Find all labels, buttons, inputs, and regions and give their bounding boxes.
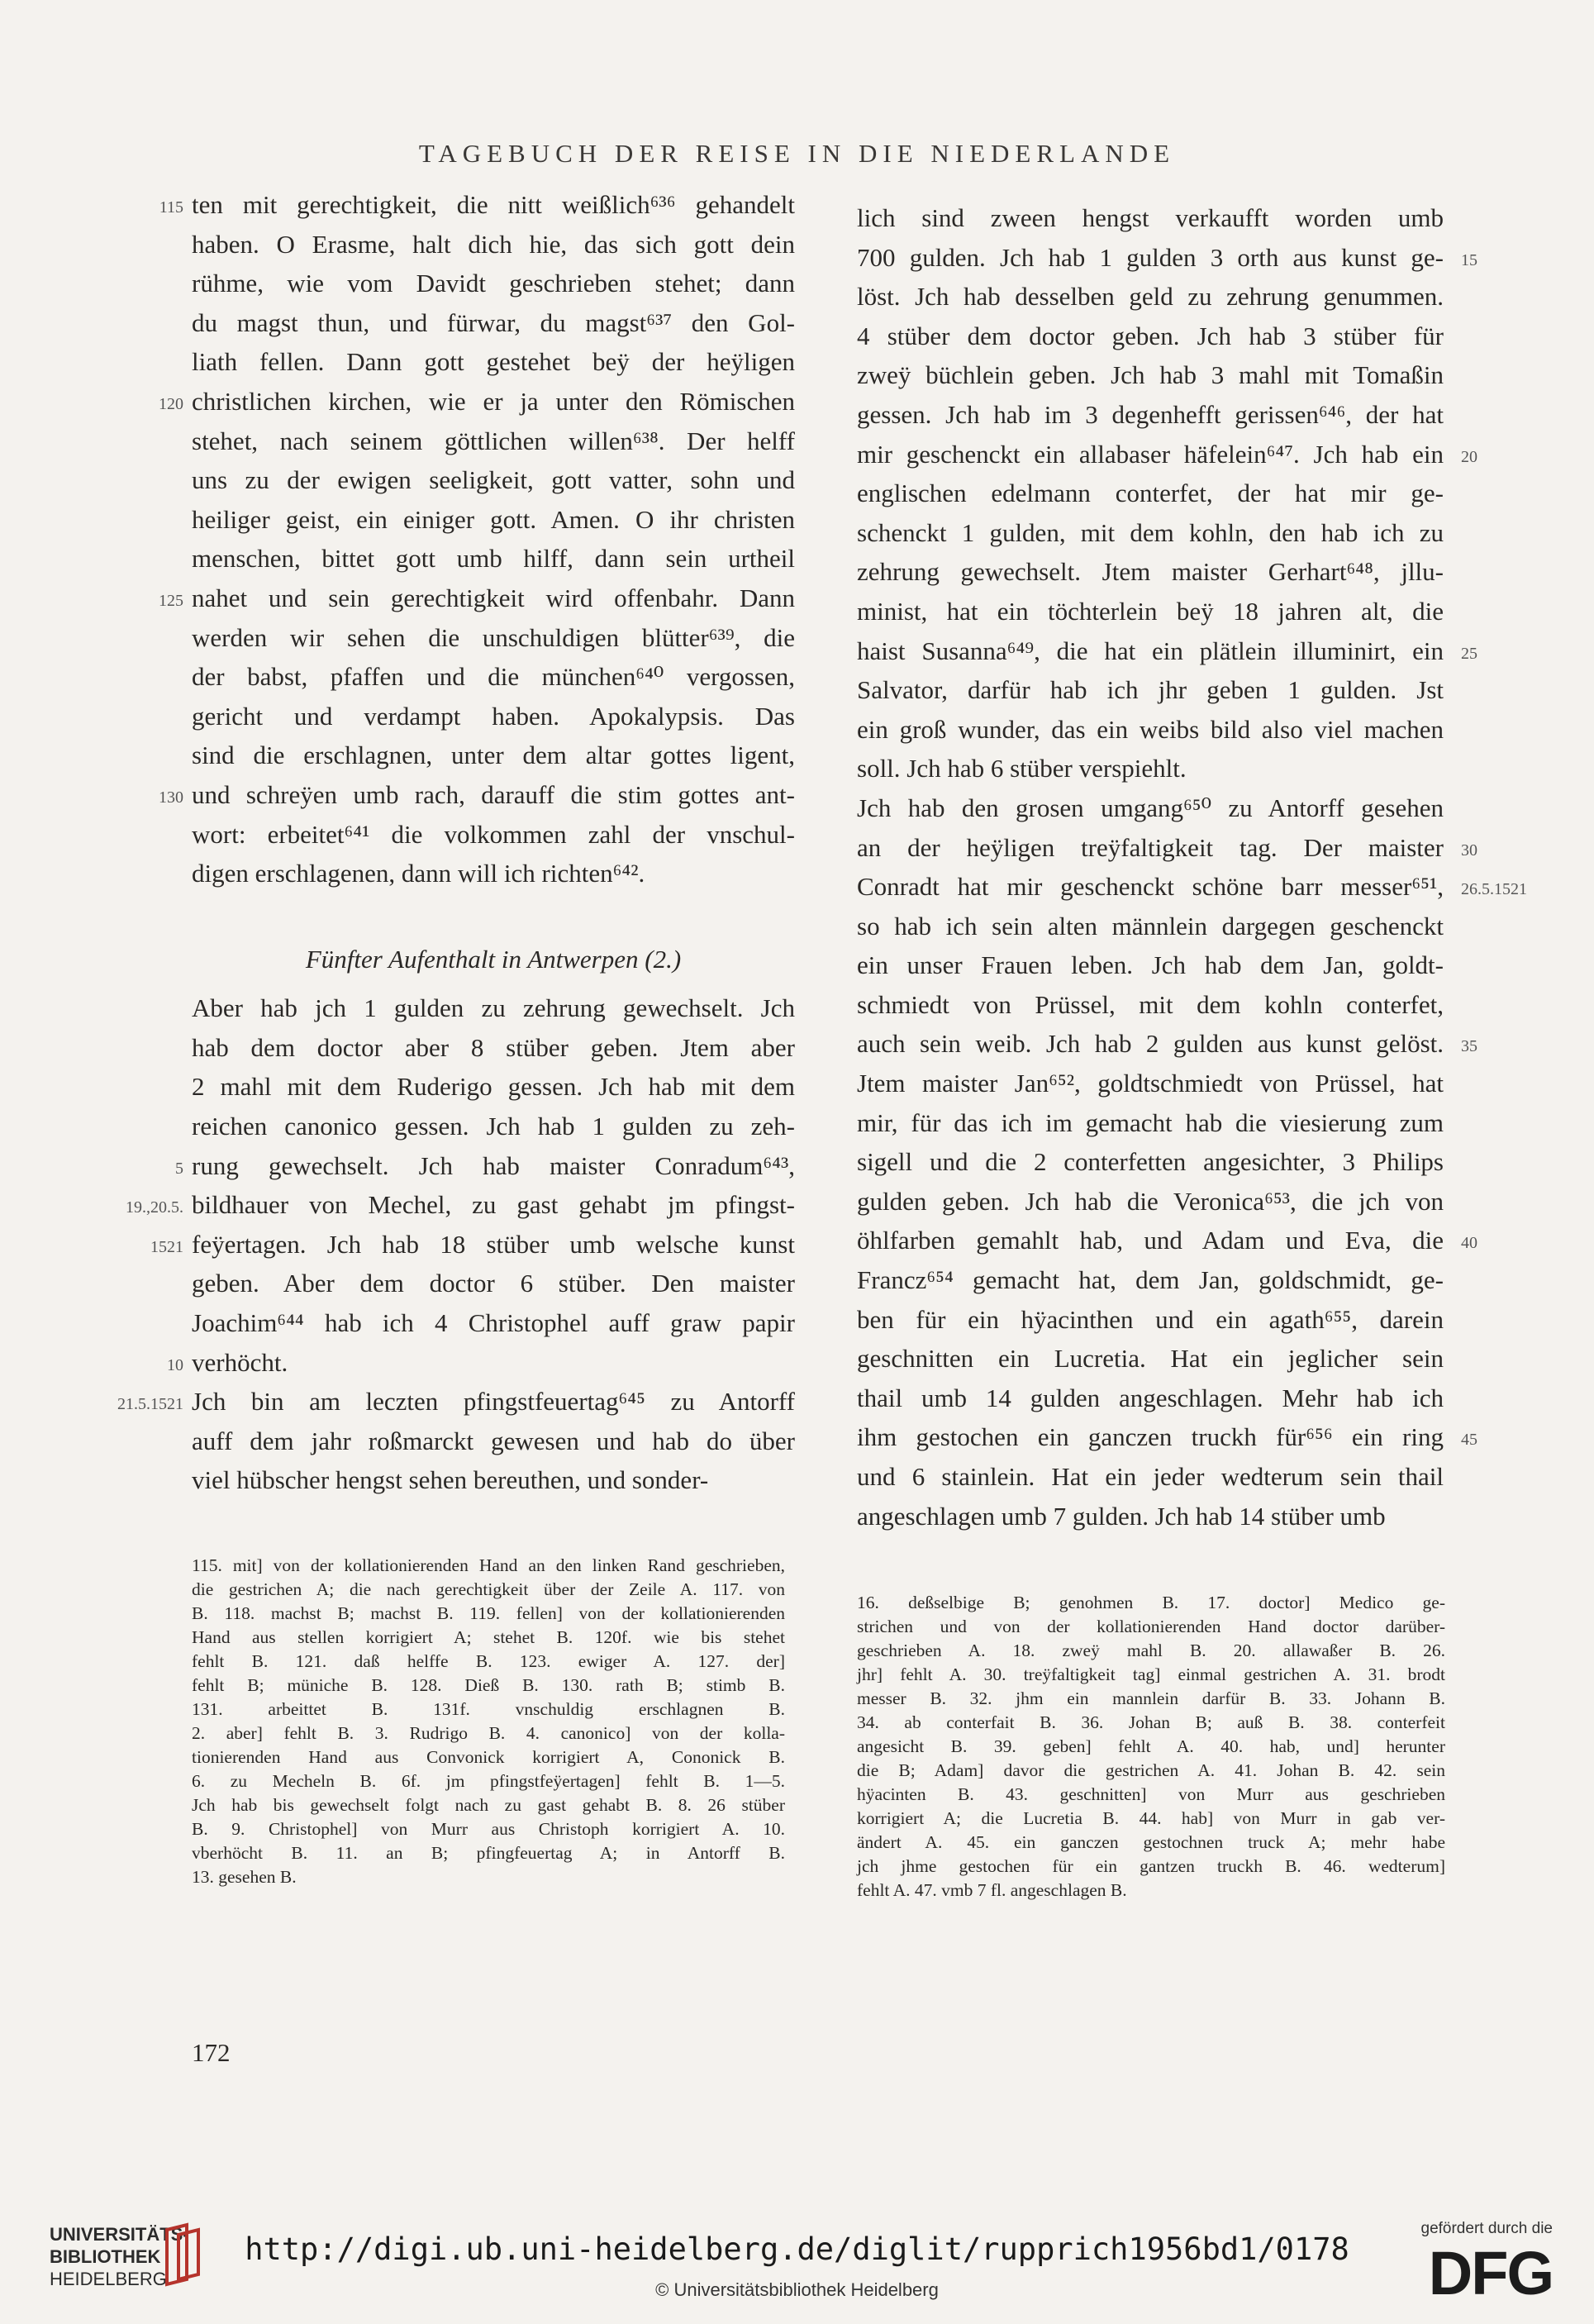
text-line: und schreÿen umb rach, darauff die stim gottes ant- bbox=[192, 779, 795, 809]
text-line: angeschlagen umb 7 gulden. Jch hab 14 stüber umb bbox=[857, 1501, 1386, 1531]
text-line: Salvator, darfür hab ich jhr geben 1 gulden. Jst bbox=[857, 675, 1444, 705]
margin-line-number: 20 bbox=[1461, 447, 1477, 466]
text-line: nahet und sein gerechtigkeit wird offenbahr. Dann bbox=[192, 583, 795, 612]
footnote-line: die B; Adam] davor die gestrichen A. 41. Johan B. 42. sein bbox=[857, 1760, 1445, 1780]
text-line: mir geschenckt ein allabaser häfelein⁶⁴⁷. Jch hab ein bbox=[857, 439, 1444, 469]
library-name-line3: HEIDELBERG bbox=[50, 2269, 167, 2289]
text-line: und 6 stainlein. Hat ein jeder wedterum sein thail bbox=[857, 1462, 1444, 1491]
library-name-line2: BIBLIOTHEK bbox=[50, 2246, 161, 2267]
text-line: auch sein weib. Jch hab 2 gulden aus kunst gelöst. bbox=[857, 1029, 1444, 1059]
text-line: hab dem doctor aber 8 stüber geben. Jtem aber bbox=[192, 1032, 795, 1062]
text-line: stehet, nach seinem göttlichen willen⁶³⁸. Der helff bbox=[192, 426, 795, 455]
text-line: ein groß wunder, das ein weibs bild also viel machen bbox=[857, 714, 1444, 744]
margin-line-number: 130 bbox=[159, 788, 183, 807]
footnote-line: vberhöcht B. 11. an B; pfingfeuertag A; in Antorff B. bbox=[192, 1843, 785, 1863]
text-line: 2 mahl mit dem Ruderigo gessen. Jch hab mit dem bbox=[192, 1072, 795, 1102]
footnote-line: korrigiert A; die Lucretia B. 44. hab] von Murr in gab ver- bbox=[857, 1808, 1445, 1828]
text-line: thail umb 14 gulden angeschlagen. Mehr hab ich bbox=[857, 1383, 1444, 1412]
text-line: digen erschlagenen, dann will ich richten⁶⁴². bbox=[192, 859, 645, 888]
margin-line-number: 1521 bbox=[150, 1237, 183, 1256]
footnote-line: strichen und von der kollationierenden Hand doctor darüber- bbox=[857, 1617, 1445, 1636]
footnote-line: 131. arbeittet B. 131f. vnschuldig erschlagnen B. bbox=[192, 1699, 785, 1719]
text-line: an der heÿligen treÿfaltigkeit tag. Der maister bbox=[857, 832, 1444, 862]
margin-line-number: 30 bbox=[1461, 841, 1477, 860]
footer-bar bbox=[0, 2200, 1594, 2324]
text-line: schenckt 1 gulden, mit dem kohln, den hab ich zu bbox=[857, 517, 1444, 547]
text-line: gulden geben. Jch hab die Veronica⁶⁵³, die jch von bbox=[857, 1186, 1444, 1216]
text-line: rühme, wie vom Davidt geschrieben stehet; dann bbox=[192, 269, 795, 298]
copyright-notice: © Universitätsbibliothek Heidelberg bbox=[655, 2279, 939, 2300]
text-line: sind die erschlagnen, unter dem altar gottes ligent, bbox=[192, 741, 795, 770]
text-line: lich sind zween hengst verkaufft worden umb bbox=[857, 203, 1444, 232]
margin-line-number: 21.5.1521 bbox=[117, 1395, 183, 1414]
margin-line-number: 40 bbox=[1461, 1234, 1477, 1253]
text-line: öhlfarben gemahlt hab, und Adam und Eva, die bbox=[857, 1226, 1444, 1255]
footnote-line: jhr] fehlt A. 30. treÿfaltigkeit tag] einmal gestrichen A. 31. brodt bbox=[857, 1664, 1445, 1684]
text-line: Jch hab den grosen umgang⁶⁵⁰ zu Antorff gesehen bbox=[857, 793, 1444, 822]
text-line: ein unser Frauen leben. Jch hab dem Jan, goldt- bbox=[857, 950, 1444, 980]
margin-line-number: 35 bbox=[1461, 1037, 1477, 1056]
text-line: feÿertagen. Jch hab 18 stüber umb welsche kunst bbox=[192, 1229, 795, 1259]
text-line: bildhauer von Mechel, zu gast gehabt jm pfingst- bbox=[192, 1190, 795, 1220]
text-line: ben für ein hÿacinthen und ein agath⁶⁵⁵, darein bbox=[857, 1304, 1444, 1334]
margin-line-number: 25 bbox=[1461, 644, 1477, 663]
text-line: menschen, bittet gott umb hilff, dann sein urtheil bbox=[192, 544, 795, 574]
dfg-logo[interactable]: DFG bbox=[1428, 2239, 1553, 2307]
text-line: Francz⁶⁵⁴ gemacht hat, dem Jan, goldschmidt, ge- bbox=[857, 1265, 1444, 1295]
text-line: gessen. Jch hab im 3 degenhefft gerissen⁶⁴⁶, der hat bbox=[857, 399, 1444, 429]
footnote-line: jch jhme gestochen für ein gantzen truckh B. 46. wedterum] bbox=[857, 1856, 1445, 1876]
text-line: liath fellen. Dann gott gestehet beÿ der heÿligen bbox=[192, 347, 795, 377]
text-line: haist Susanna⁶⁴⁹, die hat ein plätlein illuminirt, ein bbox=[857, 636, 1444, 665]
text-line: zehrung gewechselt. Jtem maister Gerhart⁶⁴⁸, jllu- bbox=[857, 557, 1444, 587]
text-line: werden wir sehen die unschuldigen blütter⁶³⁹, die bbox=[192, 622, 795, 652]
text-line: rung gewechselt. Jch hab maister Conradum⁶⁴³, bbox=[192, 1150, 795, 1180]
footnote-line: 115. mit] von der kollationierenden Hand an den linken Rand geschrieben, bbox=[192, 1555, 785, 1575]
text-line: minist, hat ein töchterlein beÿ 18 jahren alt, die bbox=[857, 596, 1444, 626]
funding-note: gefördert durch die bbox=[1420, 2220, 1553, 2237]
text-line: du magst thun, und fürwar, du magst⁶³⁷ den Gol- bbox=[192, 307, 795, 337]
footnote-line: hÿacinten B. 43. geschnitten] von Murr aus geschrieben bbox=[857, 1784, 1445, 1804]
footnote-line: 13. gesehen B. bbox=[192, 1867, 297, 1887]
page-number: 172 bbox=[192, 2038, 231, 2067]
text-line: zweÿ büchlein geben. Jch hab 3 mahl mit Tomaßin bbox=[857, 360, 1444, 390]
footnote-line: 16. deßselbige B; genohmen B. 17. doctor] Medico ge- bbox=[857, 1593, 1445, 1612]
text-line: löst. Jch hab desselben geld zu zehrung genummen. bbox=[857, 282, 1444, 312]
left-text-column bbox=[192, 185, 795, 1500]
text-line: mir, für das ich im gemacht hab die viesierung zum bbox=[857, 1107, 1444, 1137]
text-line: sigell und die 2 conterfetten angesichter, 3 Philips bbox=[857, 1147, 1444, 1177]
text-line: reichen canonico gessen. Jch hab 1 gulden zu zeh- bbox=[192, 1112, 795, 1141]
text-line: 4 stüber dem doctor geben. Jch hab 3 stüber für bbox=[857, 321, 1444, 350]
margin-line-number: 15 bbox=[1461, 250, 1477, 269]
footnote-line: Jch hab bis gewechselt folgt nach zu gast gehabt B. 8. 26 stüber bbox=[192, 1795, 785, 1815]
text-line: der babst, pfaffen und die münchen⁶⁴⁰ vergossen, bbox=[192, 662, 795, 692]
text-line: Aber hab jch 1 gulden zu zehrung gewechselt. Jch bbox=[192, 993, 795, 1023]
footnote-line: die gestrichen A; die nach gerechtigkeit über der Zeile A. 117. von bbox=[192, 1579, 785, 1599]
right-text-column bbox=[857, 198, 1444, 1536]
text-line: wort: erbeitet⁶⁴¹ die volkommen zahl der vnschul- bbox=[192, 819, 795, 849]
footnote-line: fehlt B; müniche B. 128. Dieß B. 130. rath B; stimb B. bbox=[192, 1675, 785, 1695]
text-line: auff dem jahr roßmarckt gewesen und hab do über bbox=[192, 1426, 795, 1455]
text-line: so hab ich sein alten männlein dargegen geschenckt bbox=[857, 911, 1444, 941]
footnote-line: tionierenden Hand aus Convonick korrigiert A, Cononick B. bbox=[192, 1747, 785, 1767]
footnote-line: fehlt A. 47. vmb 7 fl. angeschlagen B. bbox=[857, 1880, 1127, 1900]
text-line: geben. Aber dem doctor 6 stüber. Den maister bbox=[192, 1269, 795, 1298]
margin-line-number: 125 bbox=[159, 591, 183, 610]
library-name-line1: UNIVERSITÄTS- bbox=[50, 2224, 189, 2245]
footnote-line: messer B. 32. jhm ein mannlein darfür B. 33. Johann B. bbox=[857, 1688, 1445, 1708]
text-line: Jch bin am leczten pfingstfeuertag⁶⁴⁵ zu Antorff bbox=[192, 1387, 795, 1417]
margin-line-number: 120 bbox=[159, 394, 183, 413]
footnote-line: B. 118. machst B; machst B. 119. fellen] von der kollationierenden bbox=[192, 1603, 785, 1623]
text-line: Jtem maister Jan⁶⁵², goldtschmiedt von Prüssel, hat bbox=[857, 1069, 1444, 1098]
text-line: soll. Jch hab 6 stüber verspiehlt. bbox=[857, 754, 1187, 783]
margin-line-number: 115 bbox=[159, 198, 183, 217]
footnote-line: 6. zu Mecheln B. 6f. jm pfingstfeÿertagen] fehlt B. 1—5. bbox=[192, 1771, 785, 1791]
text-line: Conradt hat mir geschenckt schöne barr messer⁶⁵¹, bbox=[857, 872, 1444, 902]
text-line: heiliger geist, ein einiger gott. Amen. O ihr christen bbox=[192, 504, 795, 534]
text-line: ten mit gerechtigkeit, die nitt weißlich⁶³⁶ gehandelt bbox=[192, 190, 795, 219]
footnote-line: angesicht B. 39. geben] fehlt A. 40. hab, und] herunter bbox=[857, 1736, 1445, 1756]
margin-line-number: 10 bbox=[167, 1355, 183, 1374]
margin-line-number: 5 bbox=[175, 1159, 183, 1178]
footnote-line: fehlt B. 121. daß helffe B. 123. ewiger A. 127. der] bbox=[192, 1651, 785, 1671]
text-line: ihm gestochen ein ganczen truckh für⁶⁵⁶ ein ring bbox=[857, 1422, 1444, 1452]
footnote-line: B. 9. Christophel] von Murr aus Christoph korrigiert A. 10. bbox=[192, 1819, 785, 1839]
margin-line-number: 19.,20.5. bbox=[126, 1198, 183, 1217]
margin-line-number: 26.5.1521 bbox=[1461, 880, 1527, 899]
text-line: verhöcht. bbox=[192, 1347, 288, 1377]
text-line: geschnitten ein Lucretia. Hat ein jeglicher sein bbox=[857, 1344, 1444, 1374]
text-line: haben. O Erasme, halt dich hie, das sich gott dein bbox=[192, 229, 795, 259]
section-heading: Fünfter Aufenthalt in Antwerpen (2.) bbox=[305, 944, 682, 974]
text-line: Joachim⁶⁴⁴ hab ich 4 Christophel auff graw papir bbox=[192, 1308, 795, 1338]
text-line: englischen edelmann conterfet, der hat mir ge- bbox=[857, 479, 1444, 508]
permalink-url[interactable]: http://digi.ub.uni-heidelberg.de/diglit/rupprich1956bd1/0178 bbox=[245, 2231, 1349, 2267]
text-line: gericht und verdampt haben. Apokalypsis. Das bbox=[192, 701, 795, 731]
margin-line-number: 45 bbox=[1461, 1431, 1477, 1450]
text-line: christlichen kirchen, wie er ja unter den Römischen bbox=[192, 386, 795, 416]
text-line: schmiedt von Prüssel, mit dem kohln conterfet, bbox=[857, 989, 1444, 1019]
footnotes-right bbox=[857, 1591, 1445, 1903]
text-line: uns zu der ewigen seeligkeit, gott vatter, sohn und bbox=[192, 465, 795, 495]
running-header: TAGEBUCH DER REISE IN DIE NIEDERLANDE bbox=[418, 139, 1176, 168]
footnotes-left bbox=[192, 1554, 785, 1889]
text-line: viel hübscher hengst sehen bereuthen, und sonder- bbox=[192, 1465, 709, 1495]
footnote-line: geschrieben A. 18. zweÿ mahl B. 20. allawaßer B. 26. bbox=[857, 1641, 1445, 1660]
footnote-line: Hand aus stellen korrigiert A; stehet B. 120f. wie bis stehet bbox=[192, 1627, 785, 1647]
footnote-line: ändert A. 45. ein ganczen gestochnen truck A; mehr habe bbox=[857, 1832, 1445, 1852]
footnote-line: 2. aber] fehlt B. 3. Rudrigo B. 4. canonico] von der kolla- bbox=[192, 1723, 785, 1743]
text-line: 700 gulden. Jch hab 1 gulden 3 orth aus kunst ge- bbox=[857, 242, 1444, 272]
footnote-line: 34. ab conterfait B. 36. Johan B; auß B. 38. conterfeit bbox=[857, 1712, 1445, 1732]
